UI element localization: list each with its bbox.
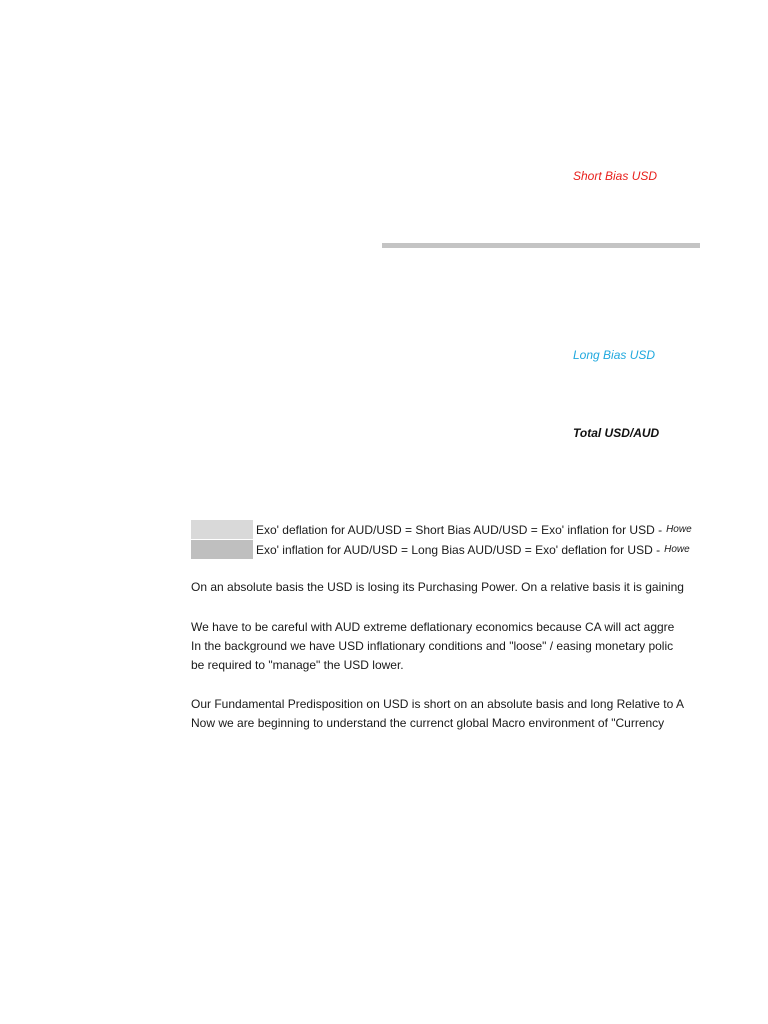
long-bias-usd-label: Long Bias USD bbox=[573, 348, 656, 362]
paragraph-manage-usd: be required to "manage" the USD lower. bbox=[191, 658, 404, 672]
legend-note: Howe bbox=[666, 524, 692, 535]
paragraph-background-conditions: In the background we have USD inflationary conditions and "loose" / easing monetary polic bbox=[191, 639, 674, 653]
paragraph-macro-environment: Now we are beginning to understand the currenct global Macro environment of "Currency bbox=[191, 716, 665, 730]
legend-swatch-dark bbox=[191, 540, 253, 559]
legend-text: Exo' inflation for AUD/USD = Long Bias AUD/USD = Exo' deflation for USD - bbox=[256, 542, 661, 557]
legend-row-short-bias bbox=[191, 520, 692, 539]
section-divider bbox=[382, 243, 700, 248]
paragraph-predisposition: Our Fundamental Predisposition on USD is short on an absolute basis and long Relative to A bbox=[191, 697, 684, 711]
legend-note: Howe bbox=[664, 544, 690, 555]
total-usd-aud-label: Total USD/AUD bbox=[573, 426, 660, 440]
legend-text: Exo' deflation for AUD/USD = Short Bias AUD/USD = Exo' inflation for USD - bbox=[256, 522, 663, 537]
short-bias-usd-label: Short Bias USD bbox=[573, 169, 658, 183]
legend-row-long-bias bbox=[191, 540, 690, 559]
paragraph-deflation-caution: We have to be careful with AUD extreme deflationary economics because CA will act aggre bbox=[191, 620, 675, 634]
legend-swatch-light bbox=[191, 520, 253, 539]
paragraph-purchasing-power: On an absolute basis the USD is losing its Purchasing Power. On a relative basis it is gaining bbox=[191, 580, 684, 594]
